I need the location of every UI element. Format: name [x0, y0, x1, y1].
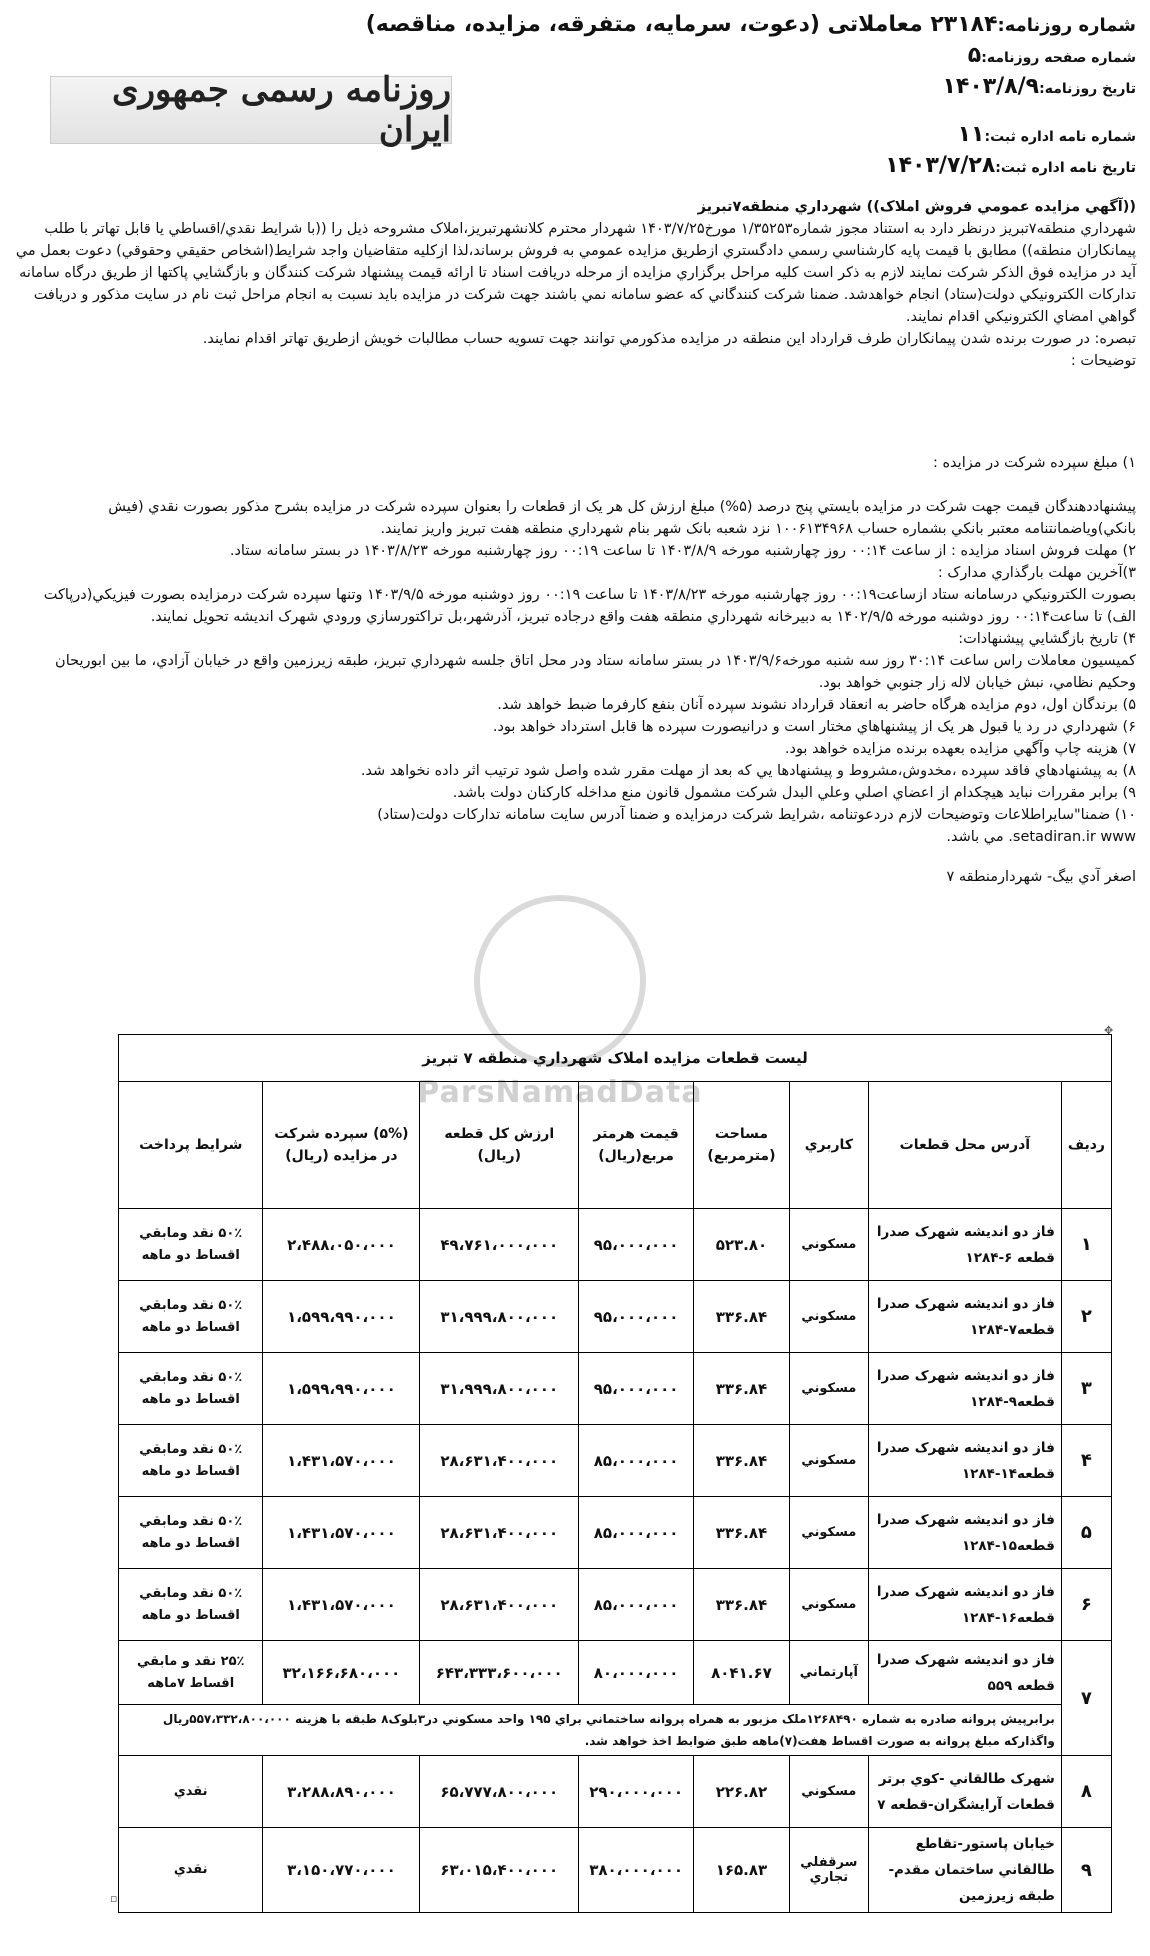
- item-5: ۵) برندگان اول، دوم مزايده هرگاه حاضر به انعقاد قرارداد نشوند سپرده آنان بنفع کارفرما ضبط خواهد شد.: [497, 697, 1136, 713]
- page-value: ۵: [967, 43, 982, 68]
- issue-value: ۲۳۱۸۴ معاملاتی (دعوت، سرمایه، متفرقه، مزایده، مناقصه): [365, 12, 998, 37]
- row-address: خيابان پاستور-تقاطع طالقاني ساختمان مقدم-طبقه زيرزمين: [868, 1828, 1061, 1913]
- row-unit-price: ۲۹۰،۰۰۰،۰۰۰: [579, 1756, 694, 1828]
- item-9: ۹) برابر مقررات نبايد هيچکدام از اعضاي اصلي وعلي البدل شرکت مشمول قانون منع مداخله کارکنان دولت باشد.: [452, 785, 1136, 801]
- watermark-name: ParsNamadData: [417, 1075, 703, 1110]
- row-unit-price: ۳۸۰،۰۰۰،۰۰۰: [579, 1828, 694, 1913]
- row-address: فاز دو انديشه شهرک صدرا قطعه۱۵-۱۲۸۴: [868, 1497, 1061, 1569]
- item-10b: setadiran.ir www. مي باشد.: [946, 829, 1136, 845]
- issue-line: [365, 12, 1136, 37]
- row-no: ۳: [1061, 1353, 1111, 1425]
- row-use: مسکوني: [789, 1281, 868, 1353]
- header-area: مساحت (مترمربع): [694, 1082, 790, 1209]
- notice-para-3: توضيحات :: [1070, 353, 1136, 369]
- row-total: ۶۳،۰۱۵،۴۰۰،۰۰۰: [420, 1828, 579, 1913]
- table-row: [119, 1756, 1112, 1828]
- row-area: ۳۳۶.۸۴: [694, 1281, 790, 1353]
- row-use: مسکوني: [789, 1756, 868, 1828]
- row-area: ۲۲۶.۸۲: [694, 1756, 790, 1828]
- row-deposit: ۱،۴۳۱،۵۷۰،۰۰۰: [263, 1425, 420, 1497]
- row-deposit: ۲،۴۸۸،۰۵۰،۰۰۰: [263, 1209, 420, 1281]
- letter-no-value: ۱۱: [957, 122, 985, 147]
- row-address: فاز دو انديشه شهرک صدرا قطعه۱۶-۱۲۸۴: [868, 1569, 1061, 1641]
- item-1-title: ۱) مبلغ سپرده شرکت در مزايده :: [932, 455, 1136, 471]
- row-total: ۳۱،۹۹۹،۸۰۰،۰۰۰: [420, 1353, 579, 1425]
- row-no: ۶: [1061, 1569, 1111, 1641]
- page-label: شماره صفحه روزنامه:: [981, 50, 1136, 66]
- row-payment: ۵۰٪ نقد ومابقي اقساط دو ماهه: [119, 1425, 263, 1497]
- row-area: ۳۳۶.۸۴: [694, 1569, 790, 1641]
- letter-date-label: تاریخ نامه اداره ثبت:: [995, 160, 1136, 176]
- row-use: مسکوني: [789, 1209, 868, 1281]
- table-row: [119, 1281, 1112, 1353]
- letter-no-label: شماره نامه اداره ثبت:: [984, 129, 1136, 145]
- header-address: آدرس محل قطعات: [868, 1082, 1061, 1209]
- row-no: ۲: [1061, 1281, 1111, 1353]
- row-address: فاز دو انديشه شهرک صدرا قطعه ۵۵۹: [868, 1641, 1061, 1705]
- row-total: ۶۵،۷۷۷،۸۰۰،۰۰۰: [420, 1756, 579, 1828]
- row-no: ۵: [1061, 1497, 1111, 1569]
- row-area: ۸۰۴۱.۶۷: [694, 1641, 790, 1705]
- row-deposit: ۳،۱۵۰،۷۷۰،۰۰۰: [263, 1828, 420, 1913]
- row-use: آپارتماني: [789, 1641, 868, 1705]
- table-row-7-note: [119, 1705, 1112, 1756]
- row-address: فاز دو انديشه شهرک صدرا قطعه۱۴-۱۲۸۴: [868, 1425, 1061, 1497]
- row-deposit: ۱،۵۹۹،۹۹۰،۰۰۰: [263, 1353, 420, 1425]
- row-unit-price: ۹۵،۰۰۰،۰۰۰: [579, 1353, 694, 1425]
- row-no: ۸: [1061, 1756, 1111, 1828]
- row-payment: نقدي: [119, 1828, 263, 1913]
- table-resize-handle-icon[interactable]: ▫: [110, 1892, 118, 1905]
- item-3-body: بصورت الکترونيکي درسامانه ستاد ازساعت۰۰:۱۹ روز چهارشنبه مورخه ۱۴۰۳/۸/۲۳ تا ساعت ۰۰:۱۹ روز دوشنبه مورخه ۱۴۰۳/۹/۵ وتنها سپرده شرکت درمزايده بصورت فيزيکي(درپاکت الف) تا ساعت۰۰:۱۴ روز دوشنبه مورخه ۱۴۰۲/۹/۵ به دبيرخانه شهرداري منطقه هفت واقع درجاده تبريز، آذرشهر،بل تراکتورسازي ورودي شهرک انديشه تحويل نمايند.: [43, 587, 1136, 625]
- signature: اصغر آدي بيگ- شهردارمنطقه ۷: [946, 869, 1136, 885]
- table-row: [119, 1425, 1112, 1497]
- row-deposit: ۳،۲۸۸،۸۹۰،۰۰۰: [263, 1756, 420, 1828]
- item-10a: ۱۰) ضمنا"سايراطلاعات وتوضيحات لازم دردعوتنامه ،شرايط شرکت درمزايده و ضمنا آدرس سايت سامانه تدارکات دولت(ستاد): [377, 807, 1136, 823]
- issue-label: شماره روزنامه:: [997, 15, 1136, 36]
- row-total: ۲۸،۶۳۱،۴۰۰،۰۰۰: [420, 1569, 579, 1641]
- row-deposit: ۳۲،۱۶۶،۶۸۰،۰۰۰: [263, 1641, 420, 1705]
- row-address: فاز دو انديشه شهرک صدرا قطعه ۶-۱۲۸۴: [868, 1209, 1061, 1281]
- row-area: ۱۶۵.۸۳: [694, 1828, 790, 1913]
- row-use: مسکوني: [789, 1569, 868, 1641]
- page-line: [576, 43, 1136, 68]
- row-deposit: ۱،۵۹۹،۹۹۰،۰۰۰: [263, 1281, 420, 1353]
- table-row: [119, 1569, 1112, 1641]
- row-unit-price: ۸۰،۰۰۰،۰۰۰: [579, 1641, 694, 1705]
- letter-date-value: ۱۴۰۳/۷/۲۸: [885, 153, 996, 178]
- table-header-row: [119, 1082, 1112, 1209]
- row-no: ۴: [1061, 1425, 1111, 1497]
- table-row-7: [119, 1641, 1112, 1705]
- row-payment: ۵۰٪ نقد ومابقي اقساط دو ماهه: [119, 1497, 263, 1569]
- row-payment: ۲۵٪ نقد و مابقي اقساط ۷ماهه: [119, 1641, 263, 1705]
- row-total: ۶۴۳،۳۳۳،۶۰۰،۰۰۰: [420, 1641, 579, 1705]
- notice-para-1: شهرداري منطقه۷تبريز درنظر دارد به استناد مجوز شماره۱/۳۵۲۵۳ مورخ۱۴۰۳/۷/۲۵ شهردار محترم کلانشهرتبريز،املاک مشروحه ذيل را ((با شرايط نقدي/اقساطي يا قابل تهاتر با طلب پيمانکاران منطقه)) مطابق با قيمت پايه کارشناسي رسمي دادگستري ازطريق مزايده عمومي به فروش برساند،لذا ازکليه متقاضيان واجد شرايط(اشخاص حقيقي وحقوقي) دعوت بعمل مي آيد در مزايده فوق الذکر شرکت نمايند لازم به ذکر است کليه مراحل برگزاري مزايده از مرحله دريافت اسناد تا ارائه قيمت پيشنهاد شرکت کنندگان و بازگشايي پاکتها از طريق درگاه سامانه تدارکات الکترونيکي دولت(ستاد) انجام خواهدشد. ضمنا شرکت کنندگاني که عضو سامانه نمي باشند جهت شرکت در مزايده بايد نسبت به انجام مراحل ثبت نام در سايت مذکور و دريافت گواهي امضاي الکترونيکي اقدام نمايند.: [15, 221, 1136, 325]
- logo-text: روزنامه رسمی جمهوری ایران: [111, 70, 451, 150]
- item-4-body: کميسيون معاملات راس ساعت ۳۰:۱۴ روز سه شنبه مورخه۱۴۰۳/۹/۶ در بستر سامانه ستاد ودر محل اتاق جلسه شهرداري تبريز، طبقه زيرزمين واقع در خيابان آزادي، ما بين ابوريحان وحکيم نظامي، نبش خيابان لاله زار جنوبي خواهد بود.: [55, 653, 1136, 691]
- row-total: ۳۱،۹۹۹،۸۰۰،۰۰۰: [420, 1281, 579, 1353]
- row-unit-price: ۸۵،۰۰۰،۰۰۰: [579, 1425, 694, 1497]
- newspaper-logo: [50, 70, 452, 150]
- row-area: ۵۲۳.۸۰: [694, 1209, 790, 1281]
- notice-intro: [14, 196, 1136, 372]
- item-8: ۸) به پيشنهادهاي فاقد سپرده ،مخدوش،مشروط و پيشنهادها يي که بعد از مهلت مقرر شده واصل شود ترتيب اثر داده نخواهد شد.: [360, 763, 1136, 779]
- date-label: تاریخ روزنامه:: [1039, 81, 1136, 97]
- newspaper-header: [365, 12, 1136, 99]
- row-use: مسکوني: [789, 1497, 868, 1569]
- item-3-title: ۳)آخرين مهلت بارگذاري مدارک :: [937, 565, 1136, 581]
- lots-table: [118, 1034, 1112, 1913]
- table-row: [119, 1353, 1112, 1425]
- letter-date-line: [885, 153, 1136, 178]
- row-area: ۳۳۶.۸۴: [694, 1425, 790, 1497]
- row-no: ۷: [1061, 1641, 1111, 1756]
- row-address: فاز دو انديشه شهرک صدرا قطعه۹-۱۲۸۴: [868, 1353, 1061, 1425]
- table-row: [119, 1497, 1112, 1569]
- row-no: ۹: [1061, 1828, 1111, 1913]
- row-payment: نقدي: [119, 1756, 263, 1828]
- table-row: [119, 1209, 1112, 1281]
- date-value: ۱۴۰۳/۸/۹: [942, 74, 1040, 99]
- row-total: ۲۸،۶۳۱،۴۰۰،۰۰۰: [420, 1497, 579, 1569]
- row-payment: ۵۰٪ نقد ومابقي اقساط دو ماهه: [119, 1569, 263, 1641]
- notice-title: ((آگهي مزايده عمومي فروش املاک)) شهرداري منطقه۷تبريز: [697, 199, 1136, 215]
- item-7: ۷) هزينه چاپ وآگهي مزايده بعهده برنده مزايده خواهد بود.: [784, 741, 1136, 757]
- row-payment: ۵۰٪ نقد ومابقي اقساط دو ماهه: [119, 1209, 263, 1281]
- row-unit-price: ۹۵،۰۰۰،۰۰۰: [579, 1209, 694, 1281]
- row-unit-price: ۹۵،۰۰۰،۰۰۰: [579, 1281, 694, 1353]
- header-unit-price: قيمت هرمتر مربع(ريال): [579, 1082, 694, 1209]
- row-total: ۲۸،۶۳۱،۴۰۰،۰۰۰: [420, 1425, 579, 1497]
- item-6: ۶) شهرداري در رد يا قبول هر يک از پيشنهاهاي مختار است و درانيصورت سپرده ها قابل استرداد خواهد بود.: [492, 719, 1136, 735]
- row-unit-price: ۸۵،۰۰۰،۰۰۰: [579, 1569, 694, 1641]
- row-total: ۴۹،۷۶۱،۰۰۰،۰۰۰: [420, 1209, 579, 1281]
- letter-no-line: [885, 122, 1136, 147]
- row-deposit: ۱،۴۳۱،۵۷۰،۰۰۰: [263, 1497, 420, 1569]
- row-address: شهرک طالقاني -کوي برتر قطعات آرايشگران-قطعه ۷: [868, 1756, 1061, 1828]
- item-1-body: پيشنهاددهندگان قيمت جهت شرکت در مزايده بايستي پنج درصد (۵%) مبلغ ارزش کل هر يک از قطعات را بعنوان سپرده شرکت در مزايده بشرح مذکور بصورت نقدي (فيش بانکي)وياضمانتنامه معتبر بانکي بشماره حساب ۱۰۰۶۱۳۴۹۶۸ نزد شعبه بانک شهر بنام شهرداري منطقه هفت تبريز واريز نمايند.: [108, 499, 1136, 537]
- row-address: فاز دو انديشه شهرک صدرا قطعه۷-۱۲۸۴: [868, 1281, 1061, 1353]
- row-use: مسکوني: [789, 1353, 868, 1425]
- row-use: مسکوني: [789, 1425, 868, 1497]
- table-move-handle-icon[interactable]: ✥: [1104, 1024, 1114, 1037]
- row-area: ۳۳۶.۸۴: [694, 1497, 790, 1569]
- row-payment: ۵۰٪ نقد ومابقي اقساط دو ماهه: [119, 1353, 263, 1425]
- row-use: سرقفلي تجاري: [789, 1828, 868, 1913]
- header-use: کاربري: [789, 1082, 868, 1209]
- table-row: [119, 1828, 1112, 1913]
- row-deposit: ۱،۴۳۱،۵۷۰،۰۰۰: [263, 1569, 420, 1641]
- row-area: ۳۳۶.۸۴: [694, 1353, 790, 1425]
- table-title: ليست قطعات مزايده املاک شهرداري منطقه ۷ تبريز: [119, 1035, 1112, 1082]
- row-7-note: برابرپيش پروانه صادره به شماره ۱۲۶۸۴۹۰ملک مزبور به همراه پروانه ساختماني براي ۱۹۵ واحد مسکوني در۳بلوک۸ طبقه با هزينه ۵۵۷،۳۳۲،۸۰۰،۰۰۰ريال واگذارکه مبلغ پروانه به صورت اقساط هفت(۷)ماهه طبق ضوابط اخذ خواهد شد.: [119, 1705, 1062, 1756]
- header-payment: شرايط پرداخت: [119, 1082, 263, 1209]
- notice-para-2: تبصره: در صورت برنده شدن پيمانکاران طرف قرارداد اين منطقه در مزايده مذکورمي توانند جهت تسويه حساب مطالبات خويش ازطريق تهاتر اقدام نمايند.: [202, 331, 1136, 347]
- item-4-title: ۴) تاريخ بازگشايي پيشنهادات:: [958, 631, 1136, 647]
- item-2: ۲) مهلت فروش اسناد مزايده : از ساعت ۰۰:۱۴ روز چهارشنبه مورخه ۱۴۰۳/۸/۹ تا ساعت ۰۰:۱۹ روز چهارشنبه مورخه ۱۴۰۳/۸/۲۳ در بستر سامانه ستاد.: [229, 543, 1136, 559]
- header-deposit: (۵%) سپرده شرکت در مزايده (ريال): [263, 1082, 420, 1209]
- header-total-value: ارزش کل قطعه (ريال): [420, 1082, 579, 1209]
- registration-info: [885, 122, 1136, 184]
- row-unit-price: ۸۵،۰۰۰،۰۰۰: [579, 1497, 694, 1569]
- row-payment: ۵۰٪ نقد ومابقي اقساط دو ماهه: [119, 1281, 263, 1353]
- header-row-no: رديف: [1061, 1082, 1111, 1209]
- notice-items: [14, 452, 1136, 888]
- row-no: ۱: [1061, 1209, 1111, 1281]
- date-line: [576, 74, 1136, 99]
